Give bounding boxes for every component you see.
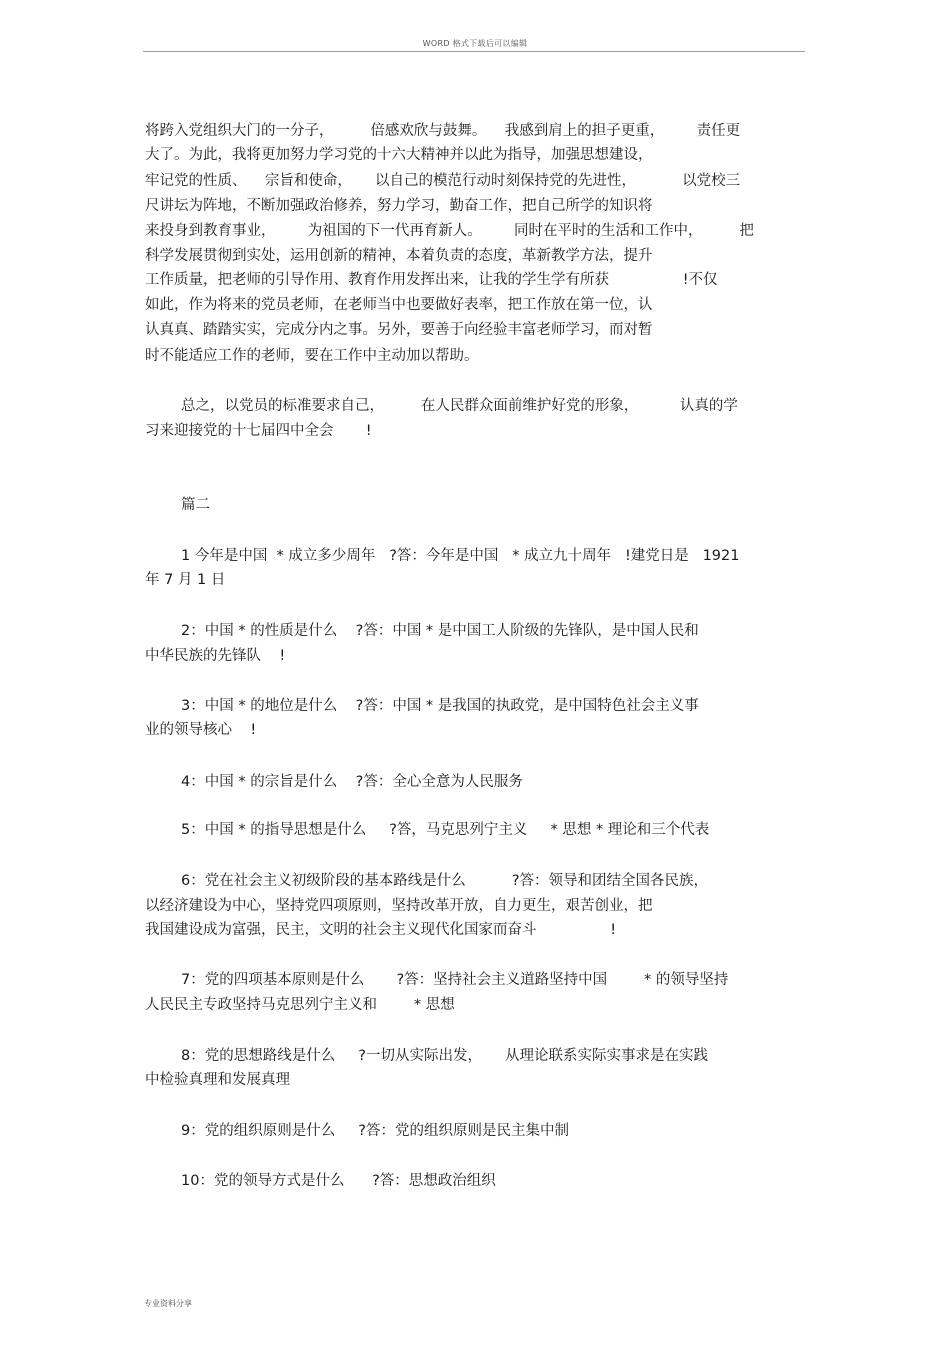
qa-item-line: 中检验真理和发展真理 [145,1072,290,1088]
qa-item-line: 4：中国 * 的宗旨是什么 ?答：全心全意为人民服务 [181,774,523,790]
page-header: WORD 格式下载后可以编辑 [422,39,528,48]
intro-line: 将跨入党组织大门的一分子， 倍感欢欣与鼓舞。 我感到肩上的担子更重， 责任更 [145,123,741,139]
intro-line: 工作质量，把老师的引导作用、教育作用发挥出来，让我的学生学有所获 !不仅 [145,272,718,288]
qa-item-line: 8：党的思想路线是什么 ?一切从实际出发， 从理论联系实际实事求是在实践 [181,1048,709,1064]
intro-line: 时不能适应工作的老师，要在工作中主动加以帮助。 [145,348,479,364]
qa-item-line: 7：党的四项基本原则是什么 ?答：坚持社会主义道路坚持中国 * 的领导坚持 [181,972,729,988]
qa-item-line: 业的领导核心 ! [145,722,257,738]
page-footer: 专业资料分享 [144,1299,192,1308]
qa-item-line: 3：中国 * 的地位是什么 ?答：中国 * 是我国的执政党，是中国特色社会主义事 [181,698,699,714]
section-title: 篇二 [181,497,210,513]
qa-item-line: 人民民主专政坚持马克思列宁主义和 * 思想 [145,997,455,1013]
intro-line: 来投身到教育事业， 为祖国的下一代再育新人。 同时在平时的生活和工作中， 把 [145,223,754,239]
qa-item-line: 我国建设成为富强，民主，文明的社会主义现代化国家而奋斗 ! [145,922,617,938]
qa-item-line: 5：中国 * 的指导思想是什么 ?答，马克思列宁主义 * 思想 * 理论和三个代表 [181,822,710,838]
qa-item-line: 1 今年是中国 * 成立多少周年 ?答：今年是中国 * 成立九十周年 !建党日是 1921 [181,548,740,564]
intro-line: 科学发展贯彻到实处，运用创新的精神，本着负责的态度，革新教学方法，提升 [145,248,653,264]
header-divider [143,51,805,52]
intro-line: 认真真、踏踏实实，完成分内之事。另外，要善于向经验丰富老师学习，而对暂 [145,322,653,338]
qa-item-line: 以经济建设为中心，坚持党四项原则，坚持改革开放，自力更生，艰苦创业，把 [145,898,653,914]
qa-item-line: 10：党的领导方式是什么 ?答：思想政治组织 [181,1173,496,1189]
qa-item-line: 9：党的组织原则是什么 ?答：党的组织原则是民主集中制 [181,1123,569,1139]
intro-line: 大了。为此，我将更加努力学习党的十六大精神并以此为指导，加强思想建设， [145,147,653,163]
conclusion-line: 总之，以党员的标准要求自己， 在人民群众面前维护好党的形象， 认真的学 [181,398,738,414]
qa-item-line: 中华民族的先锋队 ! [145,648,286,664]
qa-item-line: 2：中国 * 的性质是什么 ?答：中国 * 是中国工人阶级的先锋队，是中国人民和 [181,623,699,639]
intro-line: 尺讲坛为阵地，不断加强政治修养，努力学习，勤奋工作，把自己所学的知识将 [145,198,653,214]
qa-item-line: 6：党在社会主义初级阶段的基本路线是什么 ?答：领导和团结全国各民族， [181,873,709,889]
intro-line: 如此，作为将来的党员老师，在老师当中也要做好表率，把工作放在第一位，认 [145,297,653,313]
intro-line: 牢记党的性质、 宗旨和使命， 以自己的模范行动时刻保持党的先进性， 以党校三 [145,173,741,189]
conclusion-line: 习来迎接党的十七届四中全会 ! [145,423,372,439]
qa-item-line: 年 7 月 1 日 [145,572,226,588]
